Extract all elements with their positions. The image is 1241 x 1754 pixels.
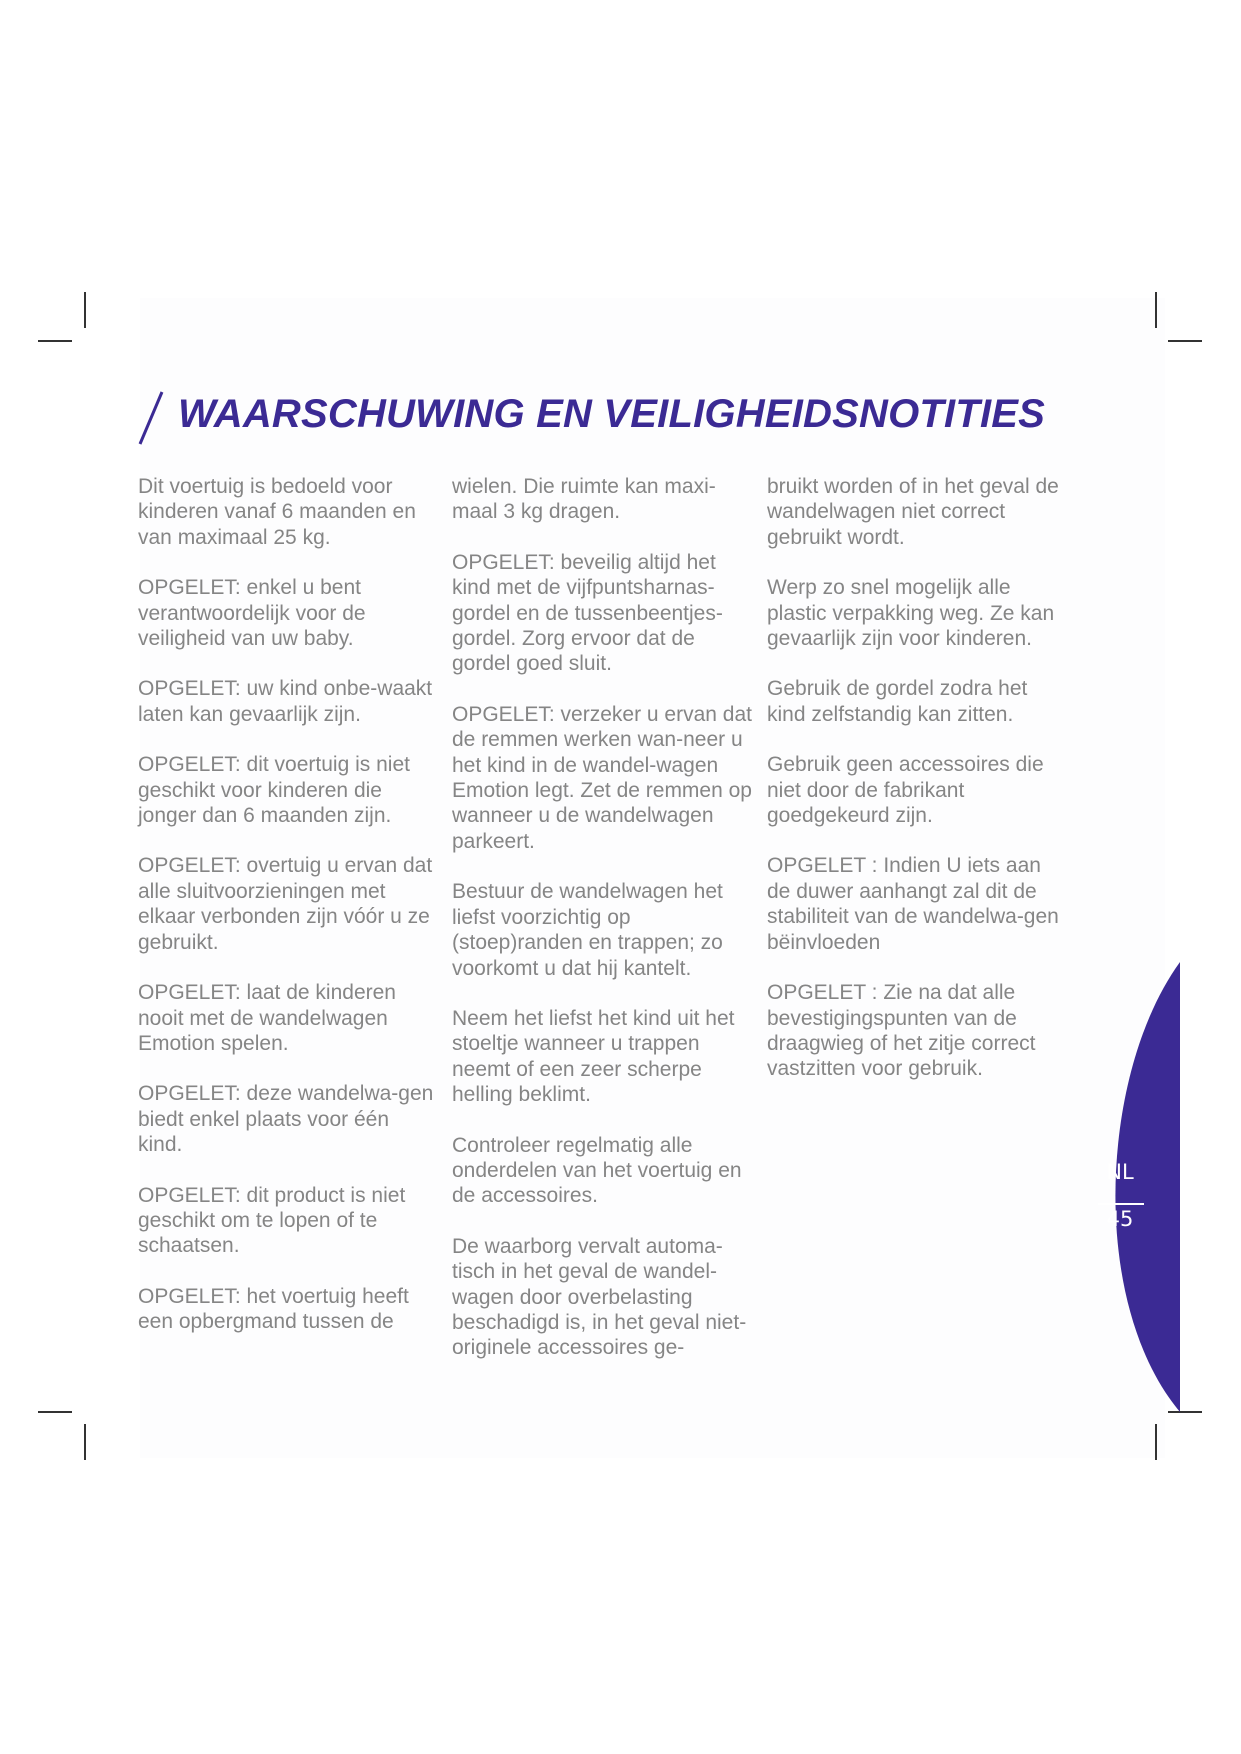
- paragraph: wielen. Die ruimte kan maxi-maal 3 kg dragen.: [452, 475, 716, 524]
- language-tab: [1070, 962, 1180, 1412]
- paragraph: Bestuur de wandelwagen het liefst voorzichtig op (stoep)randen en trappen; zo voorkomt u dat hij kantelt.: [452, 880, 723, 980]
- paragraph: Gebruik geen accessoires die niet door de fabrikant goedgekeurd zijn.: [767, 753, 1044, 828]
- paragraph: OPGELET: beveilig altijd het kind met de vijfpuntsharnas-gordel en de tussenbeentjes-gordel. Zorg ervoor dat de gordel goed sluit.: [452, 550, 723, 676]
- page-title: WAARSCHUWING EN VEILIGHEIDSNOTITIES: [178, 392, 1046, 436]
- crop-mark-bottom-left-h: [38, 1411, 72, 1413]
- crop-mark-top-left-v: [84, 292, 86, 328]
- crop-mark-top-left-h: [38, 340, 72, 342]
- paragraph: bruikt worden of in het geval de wandelwagen niet correct gebruikt wordt.: [767, 475, 1059, 549]
- paragraph: Neem het liefst het kind uit het stoeltje wanneer u trappen neemt of een zeer scherpe helling beklimt.: [452, 1006, 735, 1107]
- paragraph: OPGELET: dit voertuig is niet geschikt voor kinderen die jonger dan 6 maanden zijn.: [138, 753, 410, 828]
- text-column-2: [452, 474, 752, 1386]
- language-code: NL: [1106, 1160, 1134, 1184]
- paragraph: OPGELET: deze wandelwa-gen biedt enkel plaats voor één kind.: [138, 1082, 434, 1157]
- paragraph: Dit voertuig is bedoeld voor kinderen vanaf 6 maanden en van maximaal 25 kg.: [138, 475, 416, 549]
- paragraph: OPGELET : Indien U iets aan de duwer aanhangt zal dit de stabiliteit van de wandelwa-gen bëinvloeden: [767, 854, 1059, 954]
- paragraph: Werp zo snel mogelijk alle plastic verpakking weg. Ze kan gevaarlijk zijn voor kinderen.: [767, 576, 1055, 651]
- paragraph: OPGELET: het voertuig heeft een opbergmand tussen de: [138, 1284, 409, 1334]
- paragraph: De waarborg vervalt automa-tisch in het geval de wandel-wagen door overbelasting beschadigd is, in het geval niet-originele accessoires ge-: [452, 1234, 747, 1360]
- paragraph: OPGELET: overtuig u ervan dat alle sluitvoorzieningen met elkaar verbonden zijn vóór u ze gebruikt.: [138, 854, 433, 954]
- paragraph: OPGELET: uw kind onbe-waakt laten kan gevaarlijk zijn.: [138, 677, 433, 726]
- paragraph: OPGELET: laat de kinderen nooit met de wandelwagen Emotion spelen.: [138, 981, 396, 1055]
- crop-mark-bottom-left-v: [84, 1424, 86, 1460]
- paragraph: OPGELET: enkel u bent verantwoordelijk voor de veiligheid van uw baby.: [138, 576, 366, 651]
- text-column-1: [138, 474, 438, 1360]
- paragraph: OPGELET : Zie na dat alle bevestigingspunten van de draagwieg of het zitje correct vastzitten voor gebruik.: [767, 981, 1036, 1081]
- paragraph: OPGELET: verzeker u ervan dat de remmen werken wan-neer u het kind in de wandel-wagen Emotion legt. Zet de remmen op wanneer u de wandelwagen parkeert.: [452, 702, 752, 853]
- crop-mark-top-right-h: [1168, 340, 1202, 342]
- page-number: 45: [1106, 1207, 1134, 1231]
- tab-divider: [1098, 1203, 1144, 1205]
- text-column-3: [767, 474, 1067, 1107]
- paragraph: OPGELET: dit product is niet geschikt om te lopen of te schaatsen.: [138, 1183, 406, 1258]
- slash-icon: [136, 388, 166, 448]
- paragraph: Controleer regelmatig alle onderdelen van het voertuig en de accessoires.: [452, 1133, 742, 1208]
- crop-mark-top-right-v: [1155, 292, 1157, 328]
- page-header: [136, 388, 1136, 448]
- paragraph: Gebruik de gordel zodra het kind zelfstandig kan zitten.: [767, 677, 1028, 726]
- crop-mark-bottom-right-v: [1155, 1424, 1157, 1460]
